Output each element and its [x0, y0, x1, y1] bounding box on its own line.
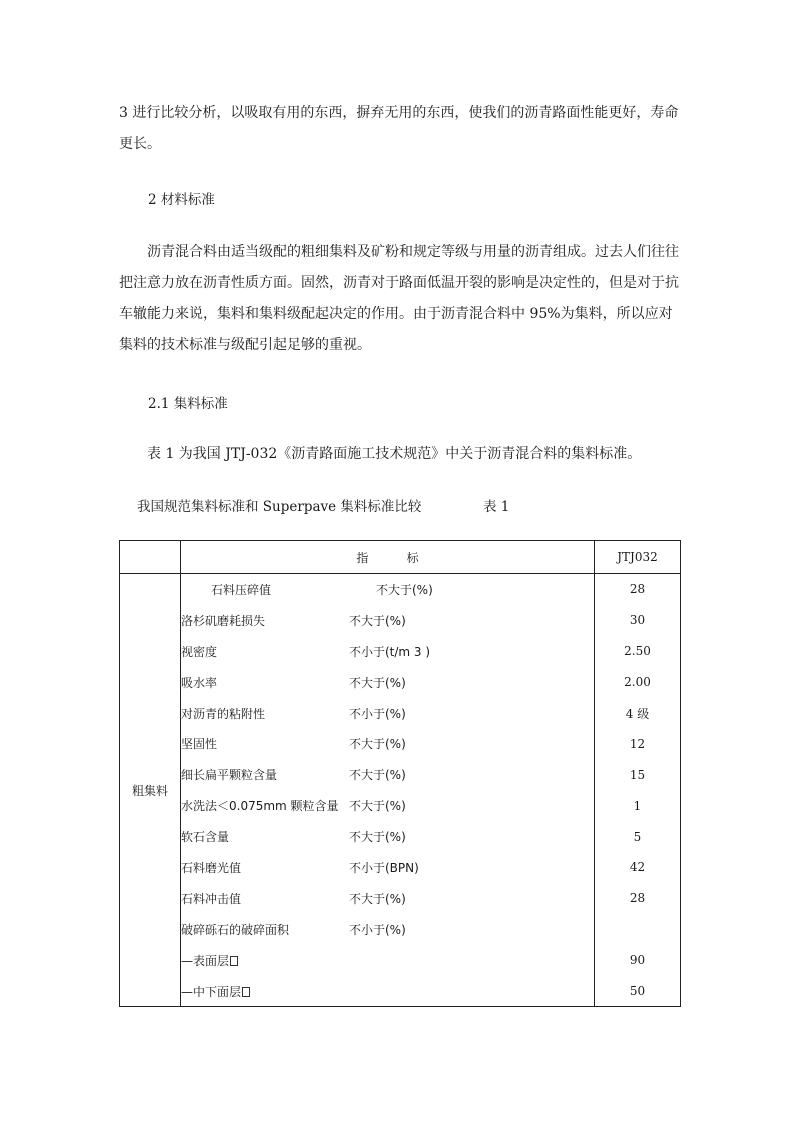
table-row	[120, 605, 681, 636]
index-condition: 不大于(%)	[349, 799, 406, 814]
jtj032-value: 50	[595, 976, 681, 1007]
jtj032-value: 5	[595, 821, 681, 852]
index-cell	[181, 605, 595, 636]
table-caption-title: 我国规范集料标准和 Superpave 集料标准比较	[137, 499, 422, 515]
square-marker-icon	[242, 987, 250, 997]
index-name: 洛杉矶磨耗损失	[181, 613, 266, 628]
table-row	[120, 976, 681, 1007]
section-heading-aggregate: 2.1 集料标准	[148, 396, 228, 412]
paragraph-intro: 3 进行比较分析，以吸取有用的东西，摒弃无用的东西，使我们的沥青路面性能更好，寿命更长。	[119, 105, 679, 152]
index-cell	[181, 790, 595, 821]
jtj032-value: 4 级	[595, 698, 681, 729]
table-row	[120, 914, 681, 945]
index-condition: 不大于(%)	[349, 891, 406, 906]
index-cell	[181, 852, 595, 883]
index-name: 石料磨光值	[181, 860, 242, 875]
jtj032-value: 15	[595, 759, 681, 790]
index-cell	[181, 821, 595, 852]
index-condition: 不小于(BPN)	[349, 860, 419, 875]
index-cell	[181, 574, 595, 605]
index-condition: 不大于(%)	[376, 582, 433, 597]
index-cell	[181, 667, 595, 698]
table-row	[120, 728, 681, 759]
table-row	[120, 636, 681, 667]
table-body	[120, 574, 681, 1007]
jtj032-value: 42	[595, 852, 681, 883]
table-row	[120, 698, 681, 729]
paragraph-table-intro: 表 1 为我国 JTJ-032《沥青路面施工技术规范》中关于沥青混合料的集料标准。	[147, 446, 642, 462]
jtj032-value: 2.50	[595, 636, 681, 667]
table-row	[120, 790, 681, 821]
index-name: 对沥青的粘附性	[181, 706, 266, 721]
index-name: 破碎砾石的破碎面积	[181, 922, 290, 937]
index-cell	[181, 636, 595, 667]
table-row	[120, 821, 681, 852]
index-condition: 不小于(%)	[349, 922, 406, 937]
index-cell	[181, 759, 595, 790]
index-name: 坚固性	[181, 737, 218, 752]
table-header-row	[120, 541, 681, 574]
table-row	[120, 759, 681, 790]
index-condition: 不小于(%)	[349, 706, 406, 721]
index-cell	[181, 698, 595, 729]
index-cell	[181, 883, 595, 914]
jtj032-value: 28	[595, 574, 681, 605]
table-row	[120, 667, 681, 698]
header-empty-cell	[120, 541, 181, 574]
index-name: 吸水率	[181, 675, 218, 690]
square-marker-icon	[230, 956, 238, 966]
index-name: 水洗法＜0.075mm 颗粒含量	[181, 799, 339, 814]
index-condition: 不小于(t/m 3 )	[349, 644, 431, 659]
index-name: —中下面层	[181, 984, 242, 999]
index-condition: 不大于(%)	[349, 768, 406, 783]
jtj032-value: 28	[595, 883, 681, 914]
table-caption-number: 表 1	[483, 499, 510, 515]
index-cell	[181, 945, 595, 976]
index-name: 石料冲击值	[181, 891, 242, 906]
jtj032-value: 12	[595, 728, 681, 759]
index-condition: 不大于(%)	[349, 675, 406, 690]
table-row	[120, 883, 681, 914]
header-jtj032: JTJ032	[595, 541, 681, 574]
aggregate-standards-table	[119, 540, 680, 1012]
table-row	[120, 945, 681, 976]
section-heading-materials: 2 材料标准	[148, 192, 215, 208]
index-name: 细长扁平颗粒含量	[181, 768, 278, 783]
index-name: 石料压碎值	[211, 582, 272, 597]
index-name: 视密度	[181, 644, 218, 659]
index-cell	[181, 976, 595, 1007]
jtj032-value	[595, 914, 681, 945]
jtj032-value: 2.00	[595, 667, 681, 698]
index-cell	[181, 728, 595, 759]
index-cell	[181, 914, 595, 945]
paragraph-materials: 沥青混合料由适当级配的粗细集料及矿粉和规定等级与用量的沥青组成。过去人们往往把注意力放在沥青性质方面。固然，沥青对于路面低温开裂的影响是决定性的，但是对于抗车辙能力来说，集料和集料级配起决定的作用。由于沥青混合料中 95%为集料，所以应对集料的技术标准与级配引起足够的重视。	[119, 244, 679, 353]
table-row	[120, 574, 681, 605]
header-index: 指 标	[181, 541, 595, 574]
jtj032-value: 30	[595, 605, 681, 636]
jtj032-value: 90	[595, 945, 681, 976]
index-name: 软石含量	[181, 830, 230, 845]
index-condition: 不大于(%)	[349, 830, 406, 845]
table-row	[120, 852, 681, 883]
index-condition: 不大于(%)	[349, 613, 406, 628]
index-name: —表面层	[181, 953, 230, 968]
group-label-coarse-aggregate: 粗集料	[120, 574, 181, 1007]
jtj032-value: 1	[595, 790, 681, 821]
index-condition: 不大于(%)	[349, 737, 406, 752]
